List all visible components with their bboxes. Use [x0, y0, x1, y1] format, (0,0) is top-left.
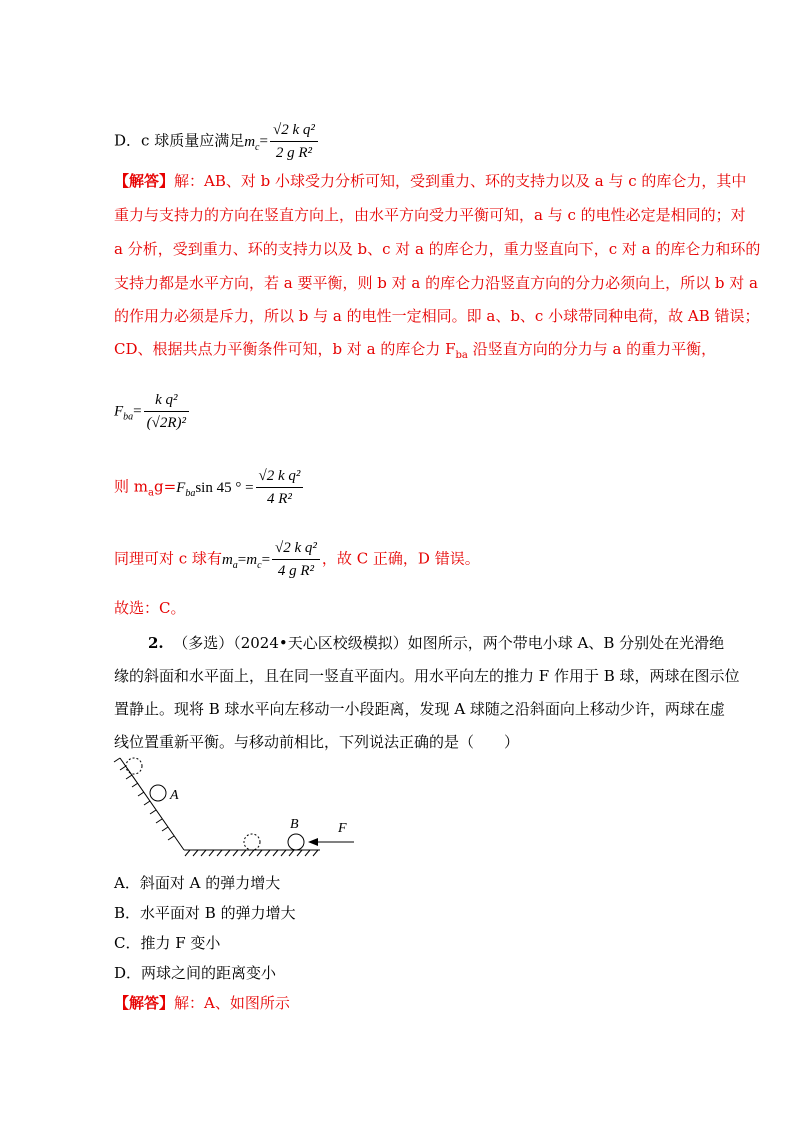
solution1-line-6: CD、根据共点力平衡条件可知，b 对 a 的库仑力 $F_{ba}$ 沿竖直方向的分力与 a 的重力平衡，: [114, 340, 717, 361]
solution1-line-1: 【解答】解：AB、对 b 小球受力分析可知，受到重力、环的支持力以及 a 与 c 的库仑力，其中: [114, 172, 747, 190]
option-d: D．两球之间的距离变小: [114, 964, 277, 982]
equation-mc: 同理可对 c 球有$m_a=m_c=$ $\frac{\text{√2 k q²}}{\text{4 g R²}}$ ，故 C 正确，D 错误。: [114, 540, 480, 579]
question2-line-3: 置静止。现将 B 球水平向左移动一小段距离，发现 A 球随之沿斜面向上移动少许，两球在虚: [114, 700, 725, 718]
label-a: A: [170, 788, 179, 803]
solution2-tag: 【解答】: [114, 994, 175, 1012]
question2-line-4: 线位置重新平衡。与移动前相比，下列说法正确的是（ ）: [114, 733, 520, 751]
answer-line: 故选：C。: [114, 599, 186, 617]
ball-b: [288, 834, 304, 850]
ball-a: [150, 785, 166, 801]
option-d-top: D．c 球质量应满足$m_c=$ $\frac{\text{√2 k q²}}{\text{2 g R²}}$: [114, 120, 320, 163]
equation-fba: $F_{ba}=$ $\frac{\text{k q²}}{\text{(√2R)²}}$: [114, 390, 191, 433]
solution1-line-2: 重力与支持力的方向在竖直方向上，由水平方向受力平衡可知，a 与 c 的电性必定是相同的；对: [114, 206, 746, 224]
option-d-label: D．c 球质量应满足: [114, 131, 245, 150]
option-a: A．斜面对 A 的弹力增大: [114, 874, 281, 892]
solution-tag: 【解答】: [114, 172, 175, 190]
label-f: F: [338, 821, 347, 836]
option-b: B．水平面对 B 的弹力增大: [114, 904, 296, 922]
equation-mag: 则 $m_ag=F_{ba}\sin$ 45 ° = $\frac{\text{√2 k q²}}{\text{4 R²}}$: [114, 466, 305, 509]
solution1-line-5: 的作用力必须是斥力，所以 b 与 a 的电性一定相同。即 a、b、c 小球带同种电荷，故 AB 错误；: [114, 307, 760, 325]
option-c: C．推力 F 变小: [114, 934, 221, 952]
solution2-line: 【解答】解：A、如图所示: [114, 994, 290, 1012]
question2-line-1: 2. （多选）（2024•天心区校级模拟）如图所示，两个带电小球 A、B 分别处在光滑绝: [148, 634, 725, 652]
solution1-line-3: a 分析，受到重力、环的支持力以及 b、c 对 a 的库仑力，重力竖直向下，c 对 a 的库仑力和环的: [114, 240, 761, 258]
ball-a-dashed: [126, 758, 142, 774]
label-b: B: [290, 817, 299, 832]
ball-b-dashed: [244, 834, 260, 850]
mc-symbol: $m_c$: [244, 133, 260, 153]
question2-line-2: 缘的斜面和水平面上，且在同一竖直平面内。用水平向左的推力 F 作用于 B 球，两球在图示位: [114, 667, 740, 685]
option-d-fraction: $\frac{\text{√2 k q²}}{\text{2 g R²}}$: [270, 120, 318, 163]
question-number: 2.: [148, 634, 164, 652]
solution1-line-4: 支持力都是水平方向，若 a 要平衡，则 b 对 a 的库仑力沿竖直方向的分力必须向上，所以 b 对 a: [114, 274, 758, 292]
incline-diagram: [112, 750, 362, 860]
force-arrowhead: [308, 838, 318, 846]
